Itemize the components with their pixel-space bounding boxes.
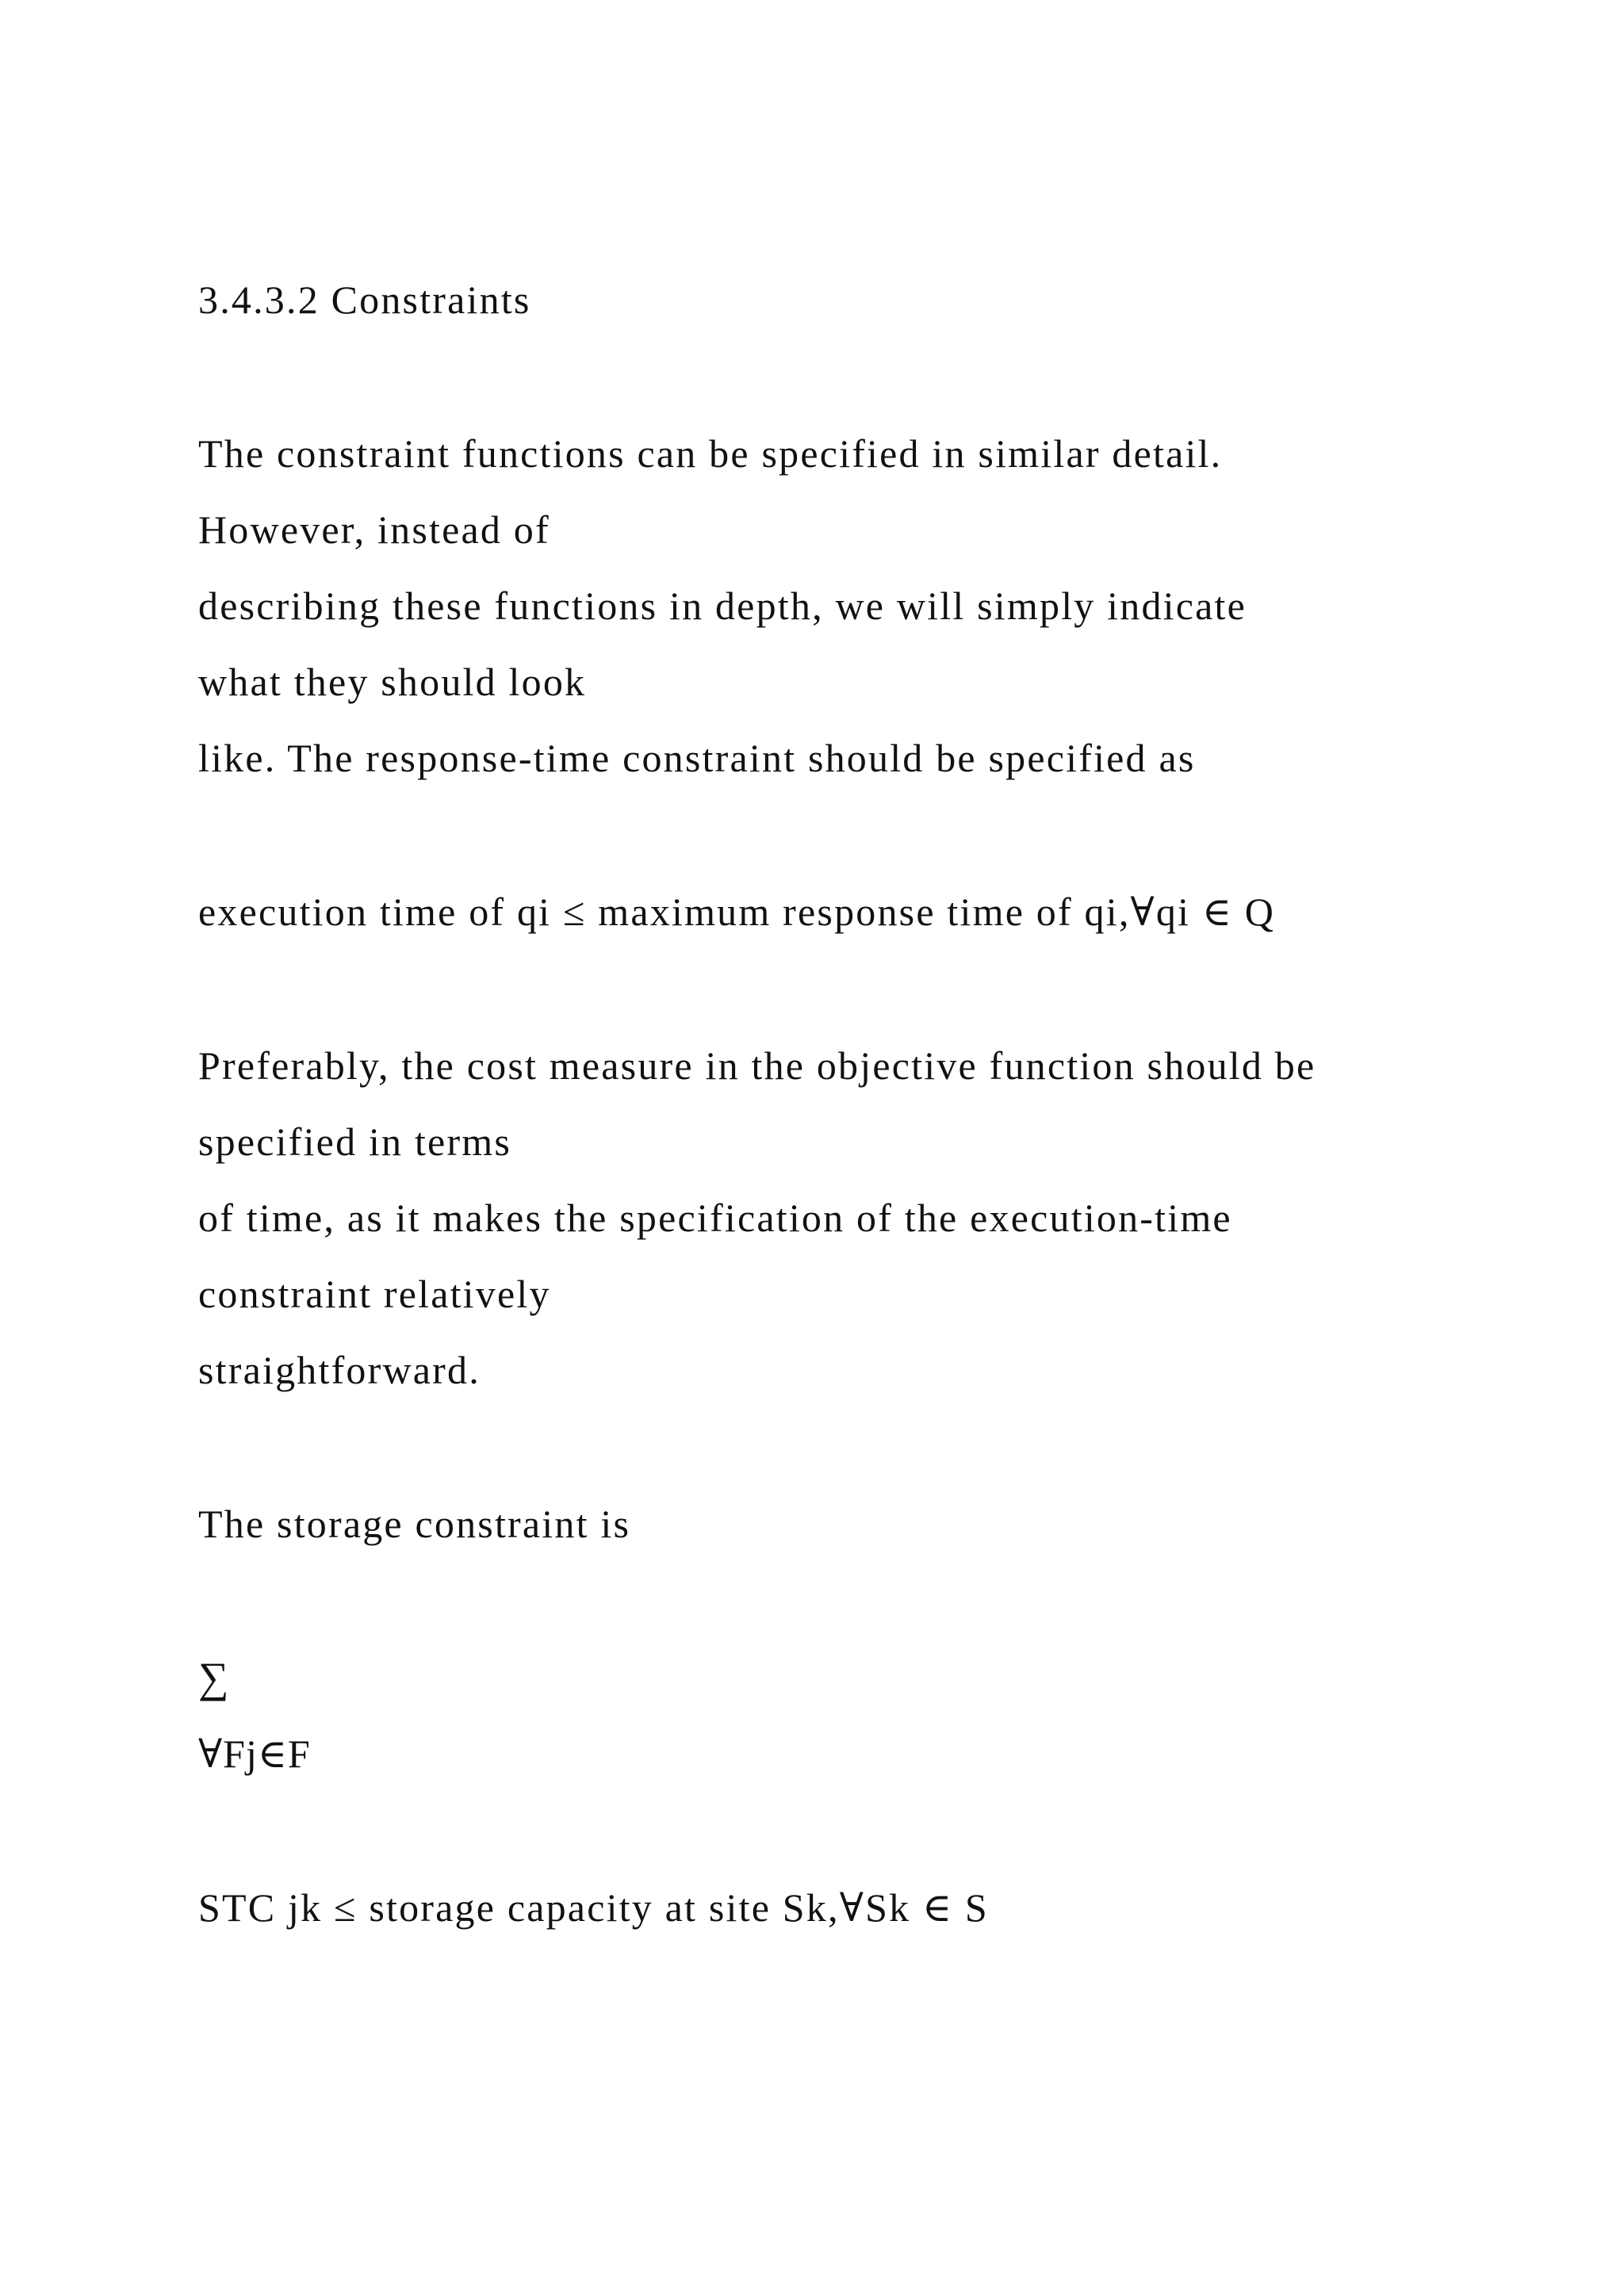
- paragraph-2-line-3: of time, as it makes the specification of the execution-time: [198, 1196, 1232, 1240]
- paragraph-1-line-1: The constraint functions can be specified in similar detail.: [198, 431, 1223, 476]
- response-time-formula: execution time of qi ≤ maximum response time of qi,∀qi ∈ Q: [198, 890, 1276, 934]
- section-heading: 3.4.3.2 Constraints: [198, 277, 531, 322]
- paragraph-1-line-3: describing these functions in depth, we will simply indicate: [198, 584, 1247, 628]
- paragraph-1-line-2: However, instead of: [198, 507, 550, 552]
- paragraph-2-line-1: Preferably, the cost measure in the objective function should be: [198, 1043, 1316, 1088]
- storage-capacity-formula: STC jk ≤ storage capacity at site Sk,∀Sk ∈ S: [198, 1885, 989, 1930]
- paragraph-2-line-4: constraint relatively: [198, 1272, 551, 1316]
- paragraph-2-line-2: specified in terms: [198, 1119, 512, 1164]
- summation-symbol: ∑: [198, 1654, 229, 1701]
- storage-constraint-text: The storage constraint is: [198, 1502, 631, 1546]
- paragraph-2-line-5: straightforward.: [198, 1348, 481, 1392]
- paragraph-1-line-4: what they should look: [198, 660, 587, 704]
- summation-index: ∀Fj∈F: [198, 1732, 311, 1776]
- paragraph-1-line-5: like. The response-time constraint should be specified as: [198, 736, 1196, 780]
